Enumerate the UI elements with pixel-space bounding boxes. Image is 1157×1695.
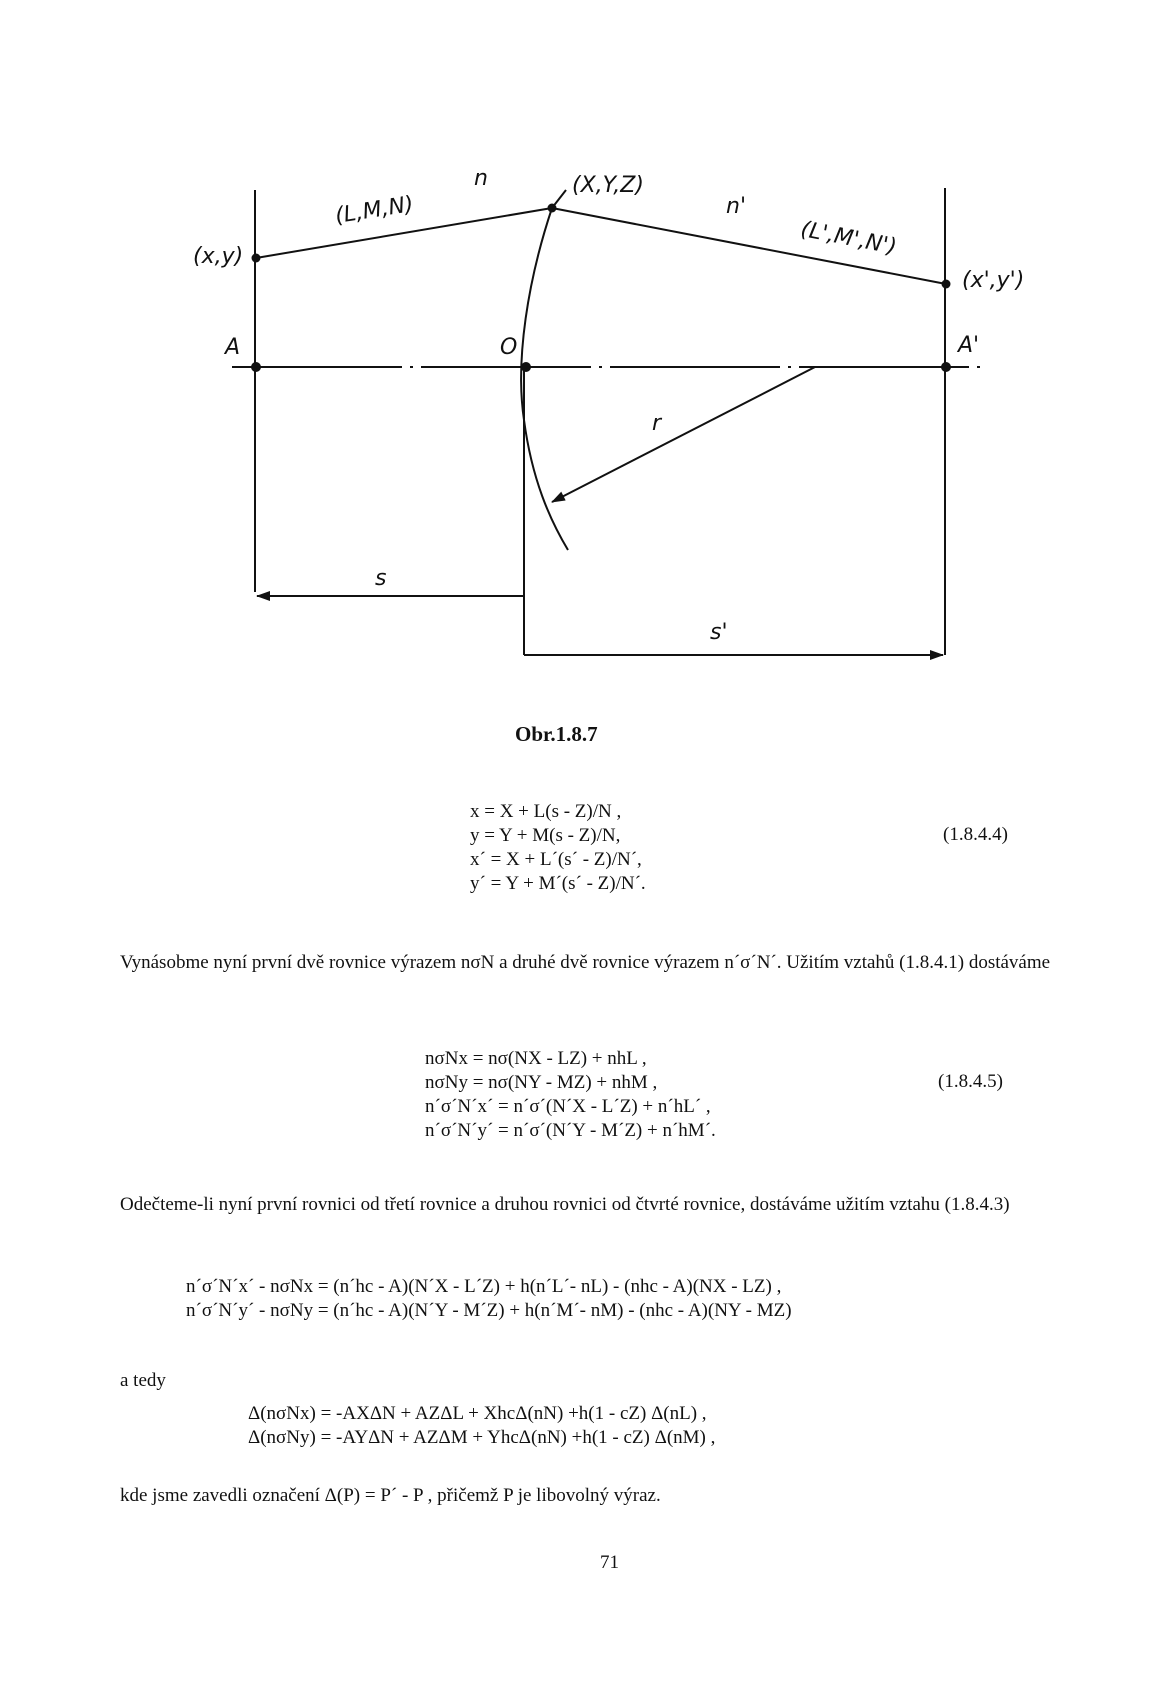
point-A	[251, 362, 261, 372]
paragraph: Vynásobme nyní první dvě rovnice výrazem nσN a druhé dvě rovnice výrazem n´σ´N´. Užitím vztahů (1.8.4.1) dostáváme	[120, 952, 1051, 973]
label-xy-prime: (x',y')	[962, 268, 1025, 293]
label-A-prime: A'	[958, 333, 980, 358]
equation-number: (1.8.4.4)	[943, 824, 1008, 845]
equation-line: x´ = X + L´(s´ - Z)/N´,	[470, 849, 642, 870]
label-xy: (x,y)	[193, 244, 244, 269]
optical-diagram	[0, 0, 1157, 700]
label-n-prime: n'	[726, 194, 746, 219]
page-number: 71	[600, 1552, 619, 1573]
radius-arrow	[552, 367, 815, 502]
label-s-prime: s'	[710, 620, 728, 645]
point-xy-prime	[942, 280, 951, 289]
diagram-drawing	[0, 0, 1157, 700]
label-n: n	[474, 166, 488, 191]
equation-line: n´σ´N´y´ - nσNy = (n´hc - A)(N´Y - M´Z) + h(n´M´- nM) - (nhc - A)(NY - MZ)	[186, 1300, 792, 1321]
point-XYZ	[548, 204, 557, 213]
equation-delta	[248, 1402, 715, 1450]
equation-number: (1.8.4.5)	[938, 1071, 1003, 1092]
point-O	[521, 362, 531, 372]
equation-line: x = X + L(s - Z)/N ,	[470, 801, 622, 822]
equation-1-8-4-5	[425, 1047, 716, 1143]
label-A: A	[225, 335, 241, 360]
equation-line: n´σ´N´x´ - nσNx = (n´hc - A)(N´X - L´Z) + h(n´L´- nL) - (nhc - A)(NX - LZ) ,	[186, 1276, 782, 1297]
label-XYZ: (X,Y,Z)	[572, 173, 644, 198]
equation-line: y´ = Y + M´(s´ - Z)/N´.	[470, 873, 646, 894]
equation-line: n´σ´N´y´ = n´σ´(N´Y - M´Z) + n´hM´.	[425, 1120, 716, 1141]
equation-line: n´σ´N´x´ = n´σ´(N´X - L´Z) + n´hL´ ,	[425, 1096, 711, 1117]
equation-difference	[186, 1275, 792, 1323]
equation-line: Δ(nσNy) = -AYΔN + AZΔM + YhcΔ(nN) +h(1 - cZ) Δ(nM) ,	[248, 1427, 716, 1448]
a-tedy-text: a tedy	[120, 1370, 166, 1391]
point-A-prime	[941, 362, 951, 372]
label-O: O	[500, 335, 518, 360]
refracting-surface	[521, 208, 568, 550]
label-s: s	[375, 566, 387, 591]
point-xy	[252, 254, 261, 263]
equation-line: nσNy = nσ(NY - MZ) + nhM ,	[425, 1072, 658, 1093]
label-lmn: (L,M,N)	[333, 191, 416, 230]
paragraph: kde jsme zavedli označení Δ(P) = P´ - P , přičemž P je libovolný výraz.	[120, 1485, 661, 1506]
equation-line: Δ(nσNx) = -AXΔN + AZΔL + XhcΔ(nN) +h(1 - cZ) Δ(nL) ,	[248, 1403, 707, 1424]
label-lmn-prime: (L',M',N')	[798, 216, 899, 261]
label-r: r	[652, 411, 662, 436]
paragraph: Odečteme-li nyní první rovnici od třetí rovnice a druhou rovnici od čtvrté rovnice, dostáváme užitím vztahu (1.8.4.3)	[120, 1194, 1010, 1215]
figure-caption: Obr.1.8.7	[515, 722, 598, 746]
equation-line: y = Y + M(s - Z)/N,	[470, 825, 621, 846]
equation-1-8-4-4	[470, 800, 646, 896]
equation-line: nσNx = nσ(NX - LZ) + nhL ,	[425, 1048, 647, 1069]
